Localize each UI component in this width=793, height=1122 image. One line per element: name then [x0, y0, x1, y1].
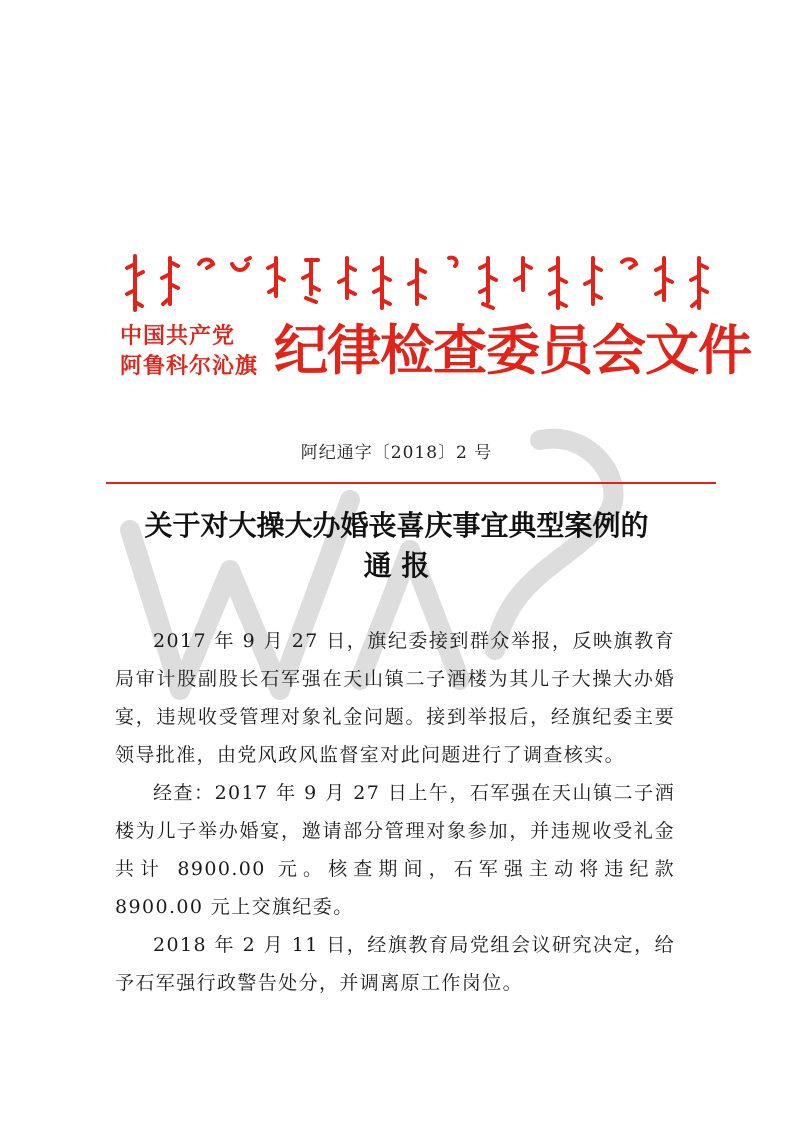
mongolian-glyph	[580, 254, 606, 312]
mongolian-glyph	[334, 254, 360, 312]
notice-heading	[100, 506, 693, 586]
mongolian-glyph	[193, 254, 219, 312]
mongolian-glyph	[404, 254, 430, 312]
red-divider	[106, 482, 716, 484]
body-paragraph: 2017 年 9 月 27 日，旗纪委接到群众举报，反映旗教育局审计股副股长石军强在天山镇二子酒楼为其儿子大操大办婚宴，违规收受管理对象礼金问题。接到举报后，经旗纪委主要领导批准，由党风政风监督室对此问题进行了调查核实。	[115, 630, 675, 766]
body-paragraph: 经查：2017 年 9 月 27 日上午，石军强在天山镇二子酒楼为儿子举办婚宴，邀请部分管理对象参加，并违规收受礼金共计 8900.00 元。核查期间，石军强主动将违纪款 8900.00 元上交旗纪委。	[115, 782, 675, 918]
org-line-party: 中国共产党	[120, 324, 236, 349]
mongolian-glyph	[616, 254, 642, 312]
body-paragraph: 2018 年 2 月 11 日，经旗教育局党组会议研究决定，给予石军强行政警告处分，并调离原工作岗位。	[115, 934, 675, 994]
mongolian-glyph	[369, 254, 395, 312]
document-number: 阿纪通字〔2018〕2 号	[300, 443, 493, 463]
mongolian-glyph	[439, 254, 465, 312]
mongolian-glyph	[298, 254, 324, 312]
notice-heading-line2: 通 报	[363, 549, 430, 582]
notice-body	[115, 622, 675, 1002]
document-header-title: 纪律检查委员会文件	[274, 318, 751, 382]
mongolian-glyph	[228, 254, 254, 312]
mongolian-glyph	[510, 254, 536, 312]
mongolian-glyph	[686, 254, 712, 312]
mongolian-glyph	[157, 254, 183, 312]
notice-heading-line1: 关于对大操大办婚丧喜庆事宜典型案例的	[144, 509, 649, 542]
mongolian-glyph	[545, 254, 571, 312]
mongolian-script-row	[122, 254, 712, 312]
mongolian-glyph	[651, 254, 677, 312]
mongolian-glyph	[475, 254, 501, 312]
org-line-banner: 阿鲁科尔沁旗	[120, 354, 259, 379]
mongolian-glyph	[263, 254, 289, 312]
mongolian-glyph	[122, 254, 148, 312]
issuing-organization	[120, 322, 270, 382]
